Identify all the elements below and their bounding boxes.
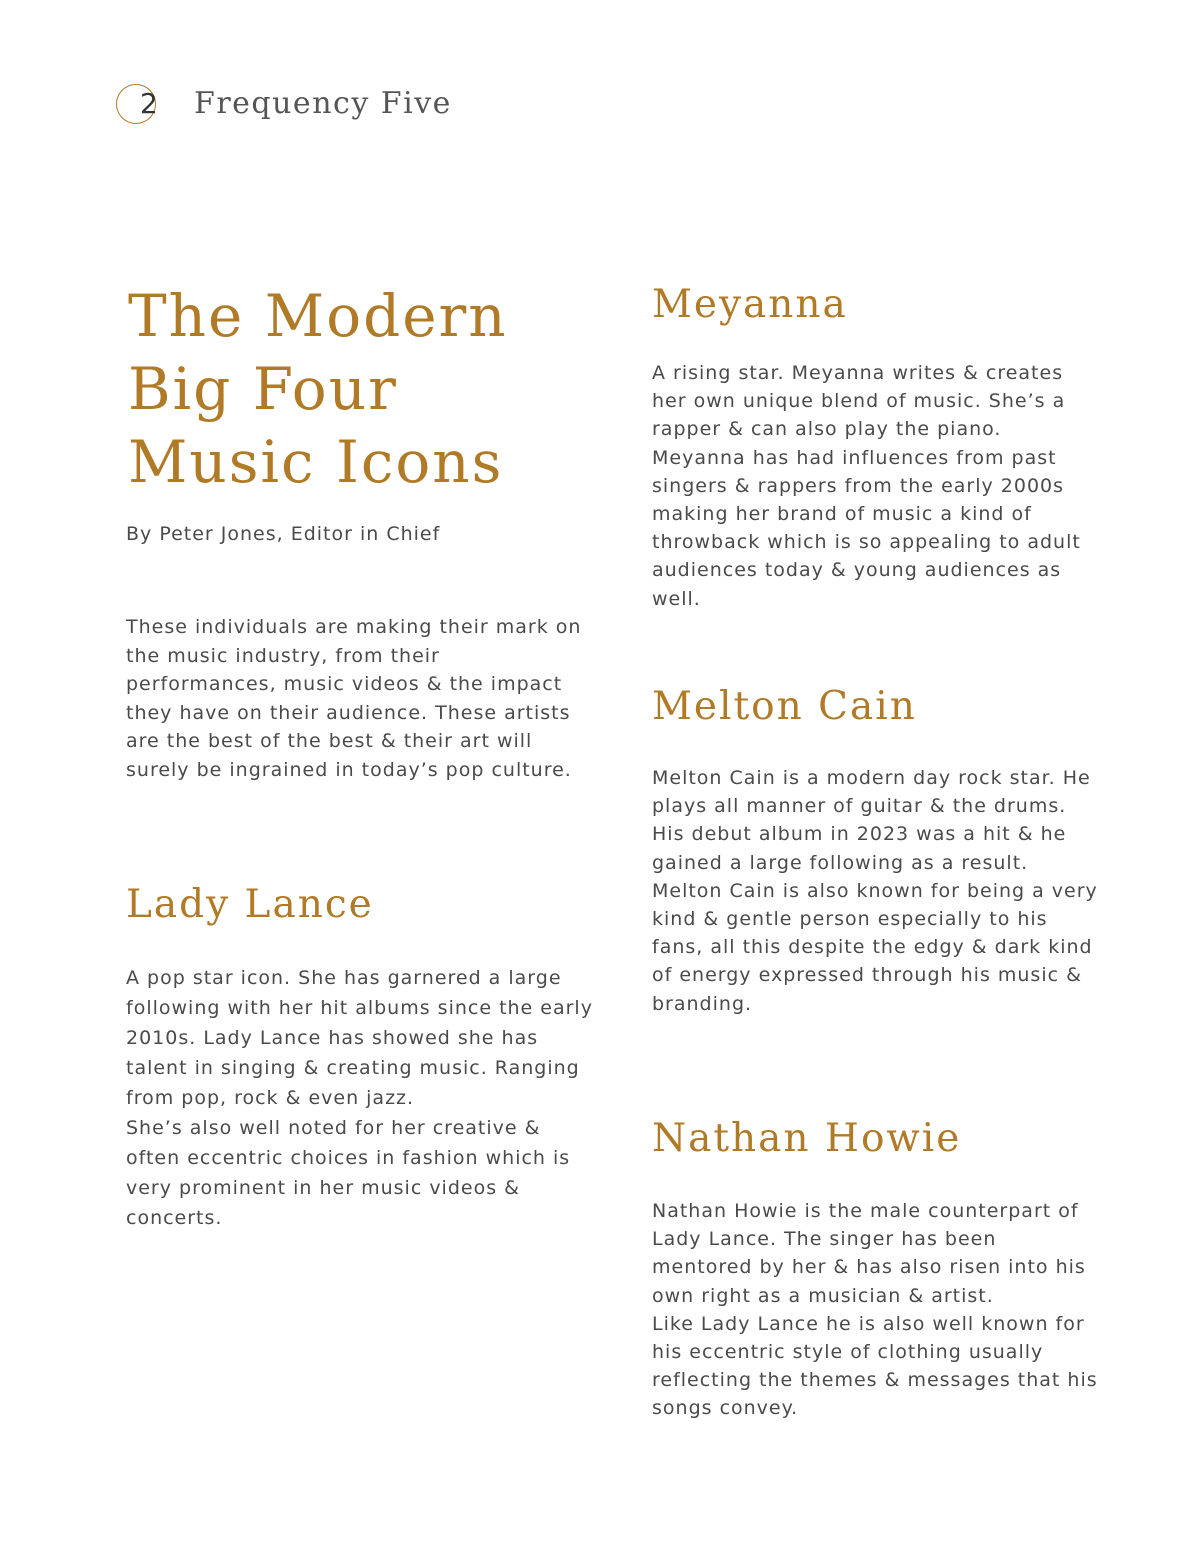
section-title-nathan-howie: Nathan Howie: [652, 1116, 962, 1161]
section-paragraph: Like Lady Lance he is also well known for his eccentric style of clothing usually reflecting the themes & messages that his songs convey.: [652, 1312, 1098, 1420]
magazine-name: Frequency Five: [194, 86, 452, 121]
section-body-meyanna: [652, 359, 1102, 613]
section-paragraph: A rising star. Meyanna writes & creates her own unique blend of music. She’s a rapper & can also play the piano. Meyanna has had influences from past singers & rappers from the early 2000s making her brand of music a kind of throwback which is so appealing to adult audiences today & young audiences as well.: [652, 362, 1081, 610]
page-number: 2: [140, 87, 158, 120]
article-title: The Modern Big Four Music Icons: [128, 282, 508, 496]
article-byline: By Peter Jones, Editor in Chief: [126, 523, 441, 545]
article-intro: These individuals are making their mark on the music industry, from their performances, music videos & the impact they have on their audience. These artists are the best of the best & their art will surely be ingrained in today’s pop culture.: [126, 616, 582, 781]
section-title-meyanna: Meyanna: [652, 282, 848, 327]
section-body-lady-lance: [126, 963, 596, 1233]
section-title-melton-cain: Melton Cain: [652, 684, 917, 729]
page-header: [116, 80, 716, 128]
section-title-lady-lance: Lady Lance: [126, 882, 374, 927]
section-paragraph: Melton Cain is a modern day rock star. He plays all manner of guitar & the drums. His debut album in 2023 was a hit & he gained a large following as a result.: [652, 767, 1091, 874]
section-body-nathan-howie: [652, 1197, 1102, 1423]
section-paragraph: Melton Cain is also known for being a very kind & gentle person especially to his fans, all this despite the edgy & dark kind of energy expressed through his music & branding.: [652, 879, 1098, 1015]
section-body-melton-cain: [652, 764, 1102, 1018]
section-paragraph: Nathan Howie is the male counterpart of Lady Lance. The singer has been mentored by her & has also risen into his own right as a musician & artist.: [652, 1200, 1086, 1307]
section-paragraph: She’s also well noted for her creative & often eccentric choices in fashion which is very prominent in her music videos & concerts.: [126, 1117, 571, 1229]
section-paragraph: A pop star icon. She has garnered a large following with her hit albums since the early 2010s. Lady Lance has showed she has talent in singing & creating music. Ranging from pop, rock & even jazz.: [126, 967, 593, 1109]
